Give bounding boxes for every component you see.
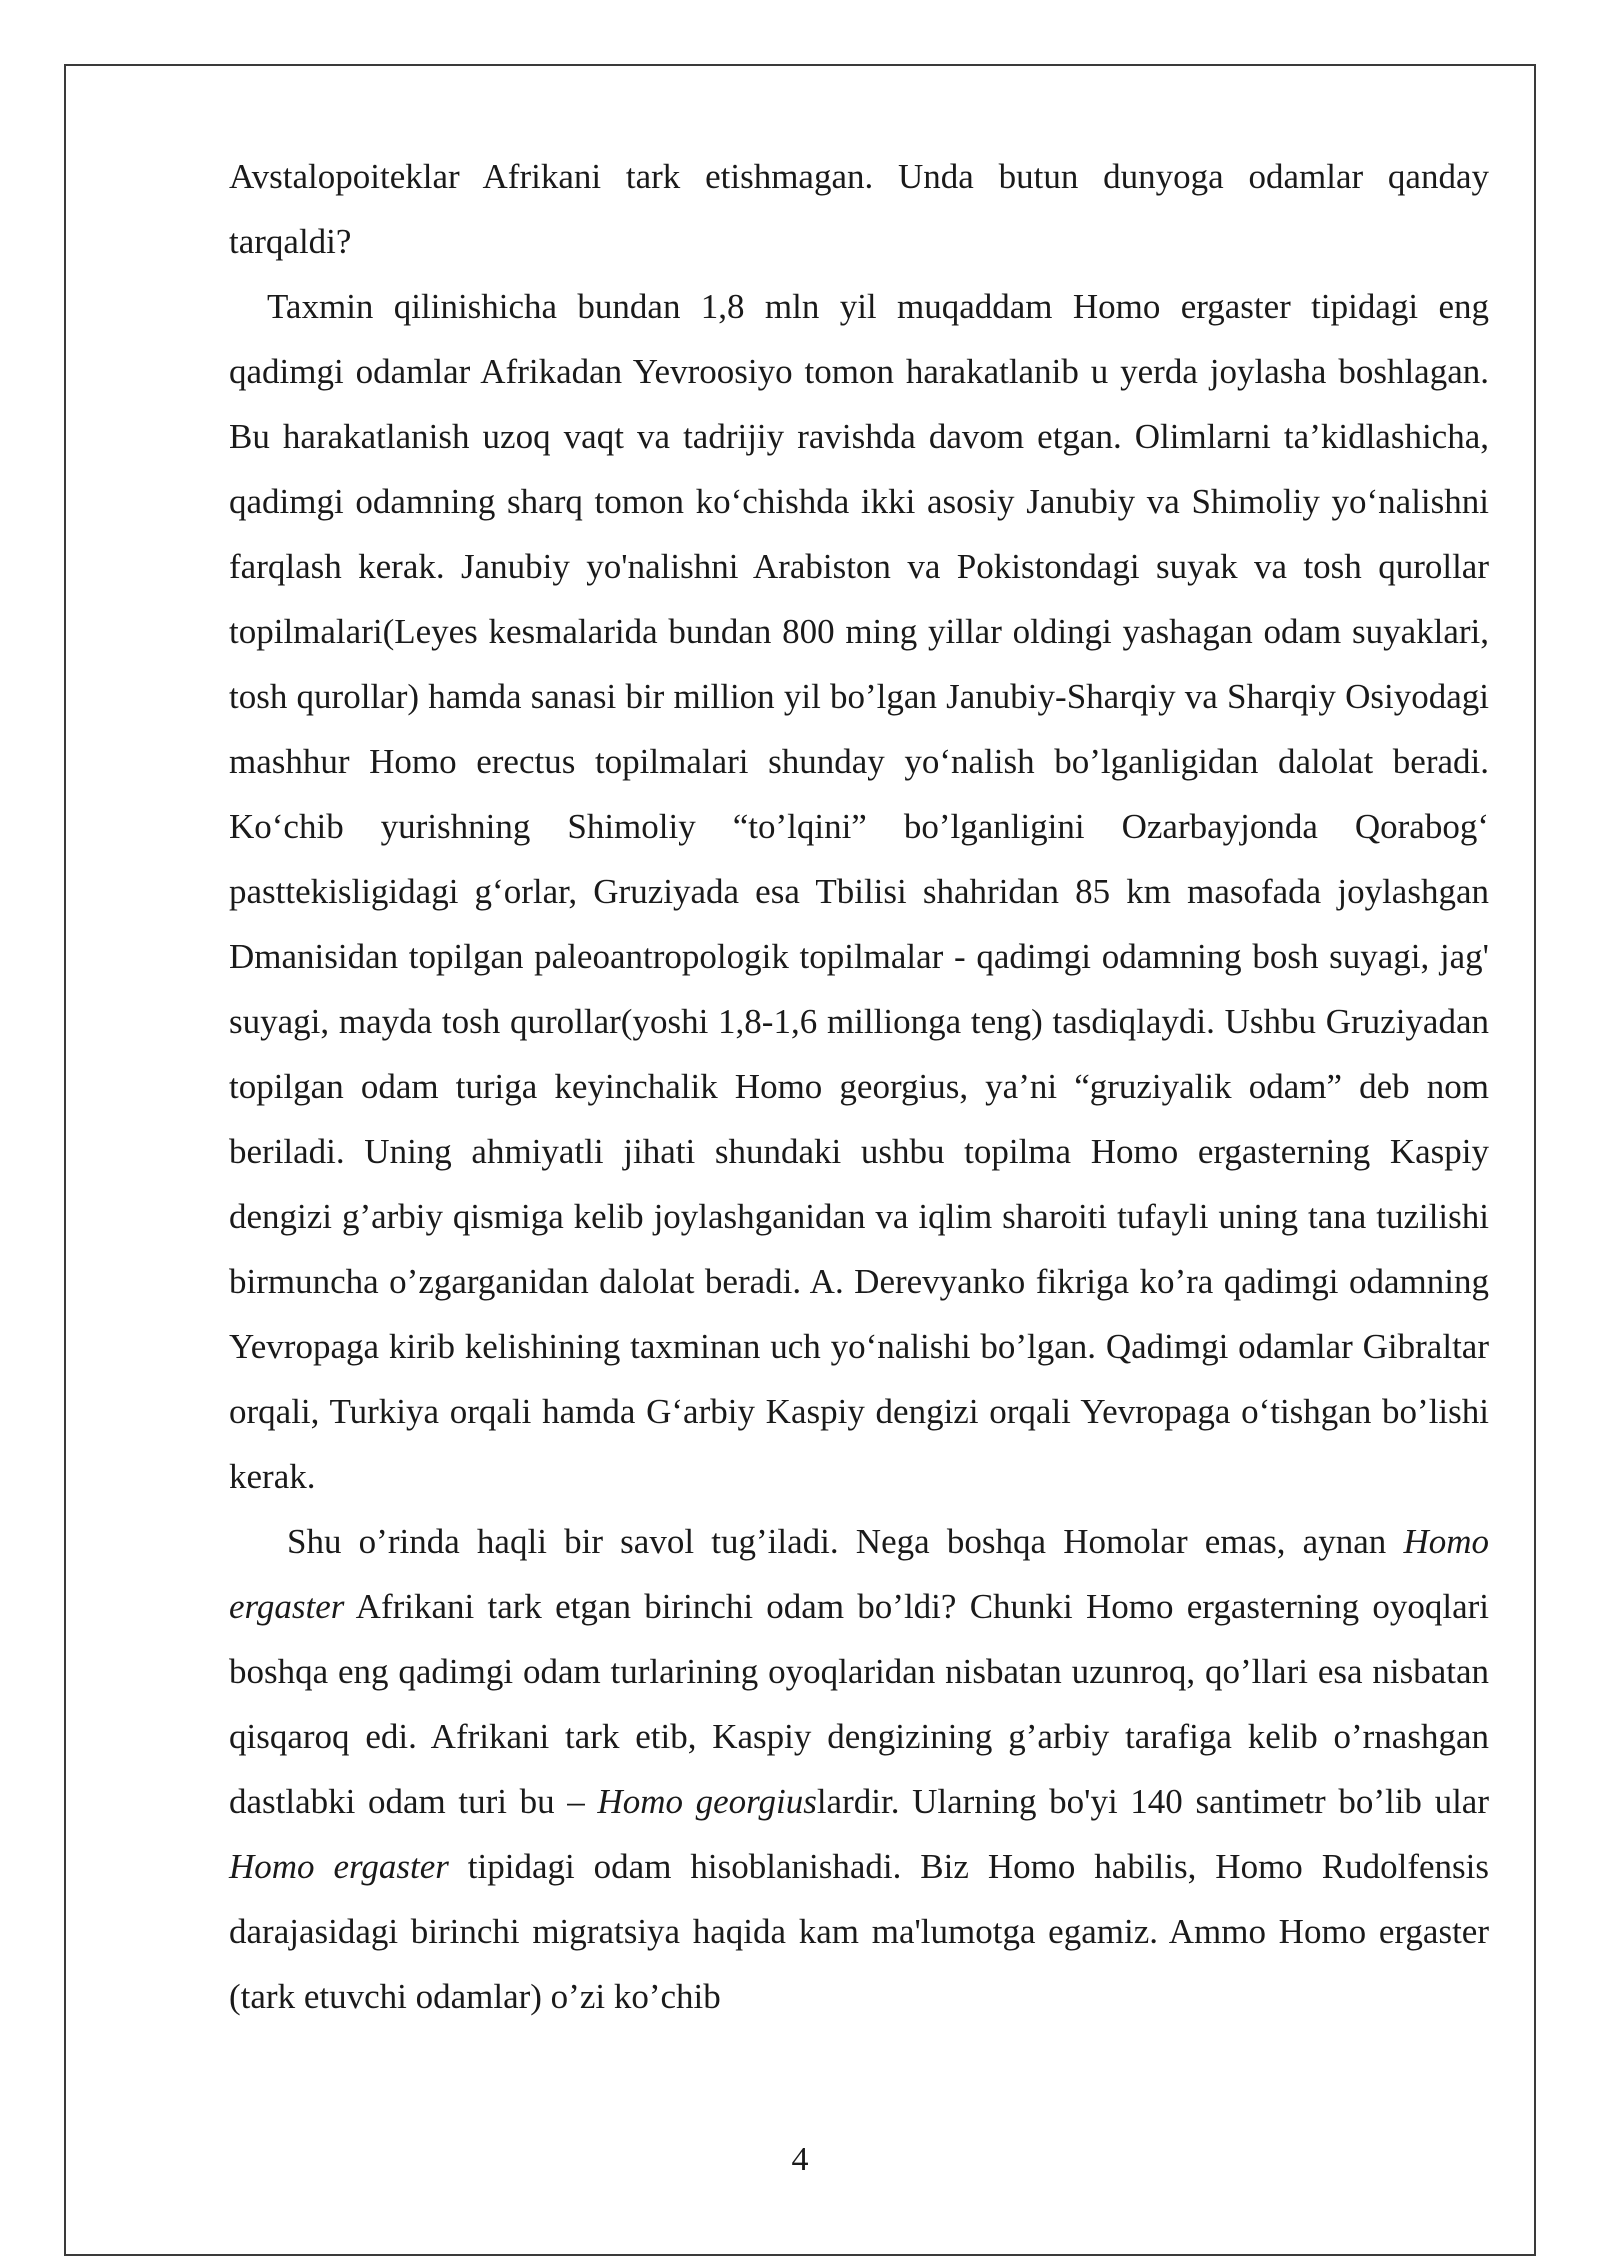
paragraph-text: Taxmin qilinishicha bundan 1,8 mln yil muqaddam Homo ergaster tipidagi eng qadimgi odamlar Afrikadan Yevroosiyo tomon harakatlanib u yerda joylasha boshlagan. Bu harakatlanish uzoq vaqt va tadrijiy ravishda davom etgan. Olimlarni ta’kidlashicha, qadimgi odamning sharq tomon ko‘chishda ikki asosiy Janubiy va Shimoliy yo‘nalishni farqlash kerak. Janubiy yo'nalishni Arabiston va Pokistondagi suyak va tosh qurollar topilmalari(Leyes kesmalarida bundan 800 ming yillar oldingi yashagan odam suyaklari, tosh qurollar) hamda sanasi bir million yil bo’lgan Janubiy-Sharqiy va Sharqiy Osiyodagi mashhur Homo erectus topilmalari shunday yo‘nalish bo’lganligidan dalolat beradi. Ko‘chib yurishning Shimoliy “to’lqini” bo’lganligini Ozarbayjonda Qorabog‘ pasttekisligidagi g‘orlar, Gruziyada esa Tbilisi shahridan 85 km masofada joylashgan Dmanisidan topilgan paleoantropologik topilmalar - qadimgi odamning bosh suyagi, jag' suyagi, mayda tosh qurollar(yoshi 1,8-1,6 millionga teng) tasdiqlaydi. Ushbu Gruziyadan topilgan odam turiga keyinchalik Homo georgius, ya’ni “gruziyalik odam” deb nom beriladi. Uning ahmiyatli jihati shundaki ushbu topilma Homo ergasterning Kaspiy dengizi g’arbiy qismiga kelib joylashganidan va iqlim sharoiti tufayli uning tana tuzilishi birmuncha o’zgarganidan dalolat beradi. A. Derevyanko fikriga ko’ra qadimgi odamning Yevropaga kirib kelishining taxminan uch yo‘nalishi bo’lgan. Qadimgi odamlar Gibraltar orqali, Turkiya orqali hamda G‘arbiy Kaspiy dengizi orqali Yevropaga o‘tishgan bo’lishi kerak.: [229, 287, 1489, 1496]
species-name-italic: Homo georgius: [597, 1782, 817, 1821]
paragraph-homo-ergaster: [229, 1509, 1489, 2029]
paragraph-text: Avstalopoiteklar Afrikani tark etishmagan. Unda butun dunyoga odamlar qanday tarqaldi?: [229, 157, 1489, 261]
paragraph-intro: [229, 144, 1489, 274]
paragraph-text: Afrikani tark etgan birinchi odam bo’ldi? Chunki Homo ergasterning oyoqlari boshqa eng qadimgi odam turlarining oyoqlaridan nisbatan uzunroq, qo’llari esa nisbatan qisqaroq edi. Afrikani tark etib, Kaspiy dengizining g’arbiy tarafiga kelib o’rnashgan dastlabki odam turi bu –: [229, 1587, 1489, 1821]
page-number: 4: [791, 2141, 809, 2178]
species-name-italic: Homo ergaster: [229, 1847, 449, 1886]
paragraph-text: lardir. Ularning bo'yi 140 santimetr bo’lib ular: [816, 1782, 1489, 1821]
paragraph-text: tipidagi odam hisoblanishadi. Biz Homo habilis, Homo Rudolfensis darajasidagi birinchi migratsiya haqida kam ma'lumotga egamiz. Ammo Homo ergaster (tark etuvchi odamlar) o’zi ko’chib: [229, 1847, 1489, 2016]
document-body: [229, 144, 1489, 2029]
paragraph-migration-routes: [229, 274, 1489, 1509]
species-name-italic: Homo ergaster: [229, 1522, 1489, 1626]
paragraph-text: Shu o’rinda haqli bir savol tug’iladi. Nega boshqa Homolar emas, aynan: [287, 1522, 1404, 1561]
